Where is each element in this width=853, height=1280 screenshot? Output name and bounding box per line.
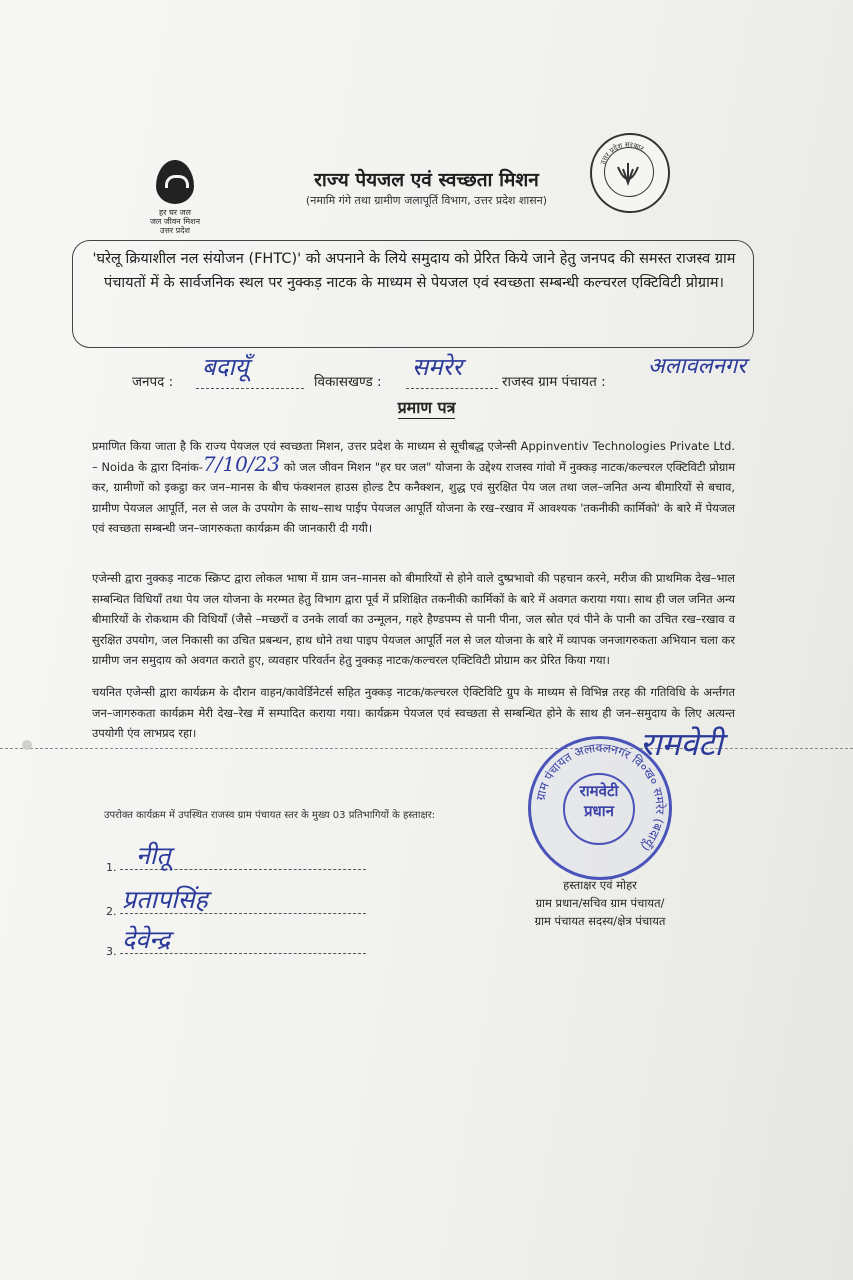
panchayat-label: राजस्व ग्राम पंचायत :: [502, 374, 606, 390]
punch-hole: [22, 740, 32, 750]
stamp-center: [563, 773, 635, 845]
participants-intro: उपरोक्त कार्यक्रम में उपस्थित राजस्व ग्राम पंचायत स्तर के मुख्य 03 प्रतिभागियों के हस्ताक्षर:: [104, 810, 436, 821]
fold-line: [0, 748, 853, 749]
block-value: समरेर: [412, 353, 463, 381]
location-fields: [120, 350, 840, 394]
seal-text: उत्तर प्रदेश सरकार: [598, 140, 646, 166]
participant-number: 3.: [106, 945, 117, 958]
logo-left-caption: हर घर जल जल जीवन मिशन उत्तर प्रदेश: [149, 208, 201, 235]
certificate-paragraph-3: चयनित एजेन्सी द्वारा कार्यक्रम के दौरान वाहन/कावेर्डिनेटर्स सहित नुक्कड़ नाटक/कल्चरल ऐक्टिविटि ग्रुप के माध्यम से विभिन्न तरह की गतिविधि के अर्न्तगत जन–जागरुकता कार्यक्रम मेरी देख–रेख में सम्पादित कराया गया। कार्यक्रम पेयजल एवं स्वच्छता से सम्बन्धित होने के साथ ही जन–समुदाय के लिए अत्यन्त उपयोगी एंव लाभप्रद रहा।: [92, 685, 735, 740]
stamp-designation: प्रधान: [584, 802, 614, 820]
panchayat-value: अलावलनगर: [648, 354, 747, 379]
participant-signature-row: [106, 885, 366, 918]
participant-signature-row: [106, 841, 366, 874]
certificate-paragraph-2: एजेन्सी द्वारा नुक्कड़ नाटक स्क्रिप्ट द्वारा लोकल भाषा में ग्राम जन–मानस को बीमारियों से होने वाले दुष्प्रभावो की पहचान करने, मरीज की प्राथमिक देख–भाल सम्बन्धित विधियाँ तथा पेय जल योजना के मरम्मत हेतु विभाग द्वारा पूर्व में प्रशिक्षित तकनीकी कार्मिकों के बारे में अवगत कराया गया। साथ ही जल जनित अन्य बीमारियों के रोकथाम की विधियाँ (जैसे –मच्छरों व उनके लार्वा का उन्मूलन, गहरे हैण्डपम्प से पानी पीना, जल स्रोत एवं पीने के पानी का उचित रख–रखाव व सुरक्षित उपयोग, जल निकासी का उचित प्रबन्धन, हाथ धोने तथा पाइप पेयजल आपूर्ति नल से जल योजना के बारे में व्यापक जनजागरुकता अभियान चला कर ग्रामीण जन समुदाय को अवगत कराते हुए, व्यवहार परिवर्तन हेतु नुक्कड़ नाटक/कल्चरल एक्टिविटी प्रोग्राम कर प्रेरित किया गया।: [92, 571, 735, 667]
pradhan-signature: रामवेटी: [640, 725, 723, 763]
certificate-heading-text: प्रमाण पत्र: [397, 398, 456, 417]
signatory-line-3: ग्राम पंचायत सदस्य/क्षेत्र पंचायत: [534, 914, 666, 928]
participant-signature: प्रतापसिंह: [122, 885, 208, 914]
participant-number: 1.: [106, 861, 117, 874]
organization-subtitle: (नमामि गंगे तथा ग्रामीण जलापूर्ति विभाग, उत्तर प्रदेश शासन): [305, 194, 548, 207]
program-description-box: [72, 240, 754, 348]
organization-title: राज्य पेयजल एवं स्वच्छता मिशन: [314, 169, 539, 191]
program-description: 'घरेलू क्रियाशील नल संयोजन (FHTC)' को अपनाने के लिये समुदाय को प्रेरित किये जाने हेतु जनपद की समस्त राजस्व ग्राम पंचायतों में के सार्वजनिक स्थल पर नुक्कड़ नाटक के माध्यम से पेयजल एवं स्वच्छता सम्बन्धी कल्चरल एक्टिविटी प्रोग्राम।: [92, 251, 736, 291]
signatory-caption: [470, 876, 730, 930]
signatory-line-1: हस्ताक्षर एवं मोहर: [563, 878, 637, 892]
district-value: बदायूँ: [202, 353, 249, 381]
block-label: विकासखण्ड :: [314, 374, 382, 390]
p1-text-before: प्रमाणित किया जाता है कि राज्य पेयजल एवं स्वच्छता मिशन, उत्तर प्रदेश के माध्यम से सूचीबद्ध एजेन्सी Appinventiv Technologies Private Ltd. – Noida के द्वारा दिनांक-: [92, 439, 735, 474]
program-date: 7/10/23: [202, 451, 280, 476]
stamp-ring-text: ग्राम पंचायत अलावलनगर वि०ख० समरेर (बदायूँ): [533, 740, 668, 854]
certificate-paragraph-1: [92, 436, 735, 539]
p1-text-after: को जल जीवन मिशन "हर घर जल" योजना के उद्देश्य राजस्व गांवो में नुक्कड़ नाटक/कल्चरल एक्टिविटी प्रोग्राम कर, ग्रामीणों को इकट्ठा कर जन–मानस के बीच फंक्शनल हाउस होल्ड टैप कनैक्शन, शुद्ध एवं सुरक्षित पेय जल तथा जल–जनित अन्य बीमारियों से बचाव, ग्रामीण पेयजल आपूर्ति, नल से जल के उपयोग के साथ–साथ पाईप पेयजल आपूर्ति योजना के रख–रखाव में आवश्यक 'तकनीकी कार्मिको' के बारे में पेयजल एवं स्वच्छता सम्बन्धी जन–जागरुकता कार्यक्रम की जानकारी दी गयी।: [92, 459, 736, 535]
stamp-name: रामवेटी: [579, 782, 619, 800]
participant-number: 2.: [106, 905, 117, 918]
certificate-heading: [0, 396, 853, 418]
district-label: जनपद :: [132, 374, 174, 390]
participant-signature: नीतू: [136, 841, 171, 870]
participant-signature: देवेन्द्र: [122, 925, 171, 954]
signatory-line-2: ग्राम प्रधान/सचिव ग्राम पंचायत/: [535, 896, 665, 910]
participant-signature-row: [106, 925, 366, 958]
